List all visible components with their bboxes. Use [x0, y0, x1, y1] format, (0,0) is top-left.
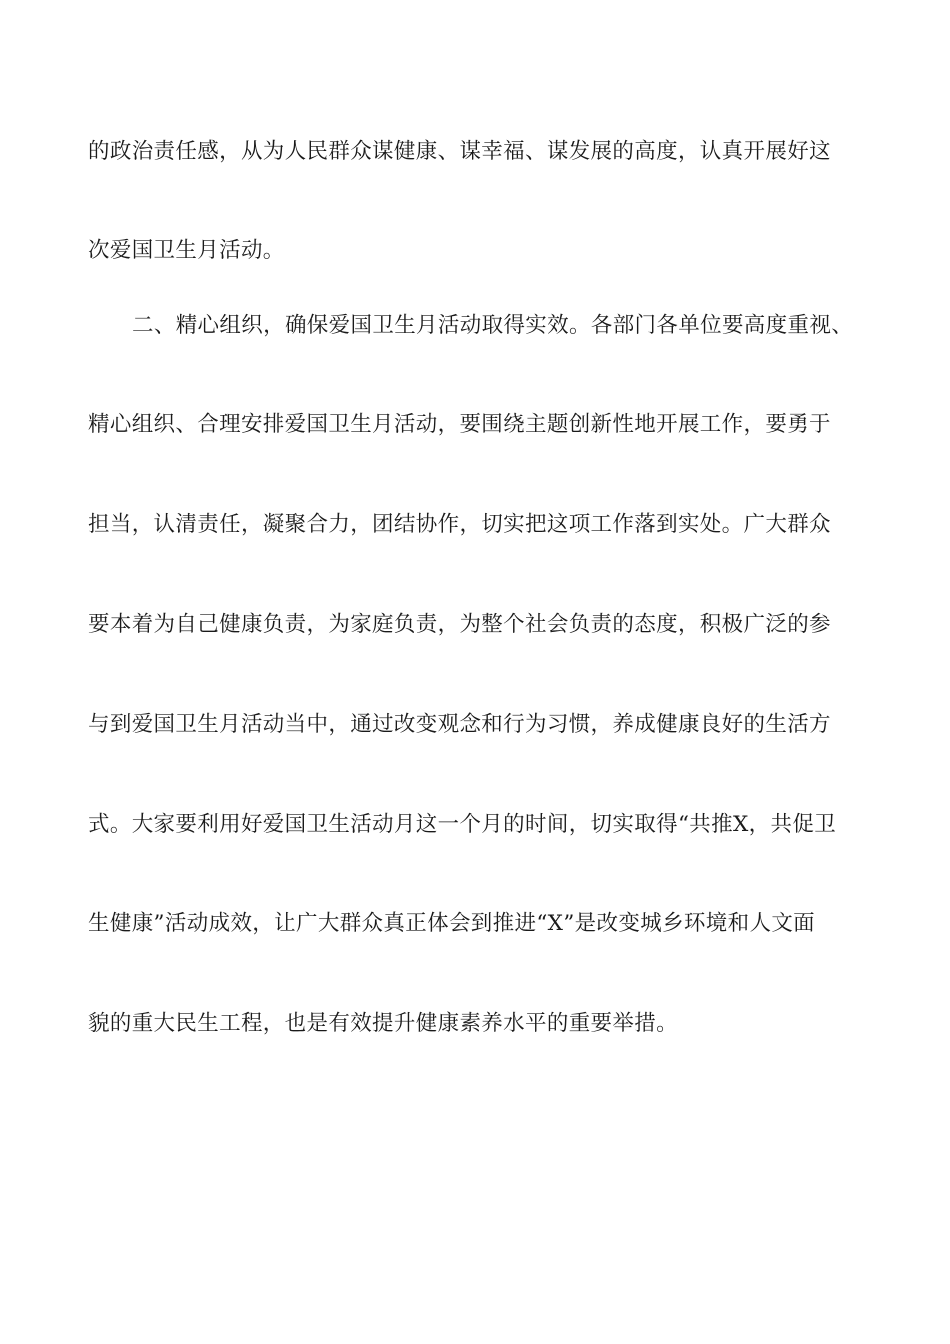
text-line-1: 的政治责任感，从为人民群众谋健康、谋幸福、谋发展的高度，认真开展好这	[88, 139, 831, 164]
text-line-4: 精心组织、合理安排爱国卫生月活动，要围绕主题创新性地开展工作，要勇于	[88, 412, 831, 437]
text-line-9: 生健康”活动成效，让广大群众真正体会到推进“X”是改变城乡环境和人文面	[88, 911, 816, 936]
text-line-5: 担当，认清责任，凝聚合力，团结协作，切实把这项工作落到实处。广大群众	[88, 512, 831, 537]
text-line-10: 貌的重大民生工程，也是有效提升健康素养水平的重要举措。	[88, 1011, 678, 1036]
text-line-2: 次爱国卫生月活动。	[88, 238, 285, 263]
section-heading-line: 二、精心组织，确保爱国卫生月活动取得实效。各部门各单位要高度重视、	[132, 313, 854, 338]
text-line-7: 与到爱国卫生月活动当中，通过改变观念和行为习惯，养成健康良好的生活方	[88, 712, 831, 737]
text-line-6: 要本着为自己健康负责，为家庭负责，为整个社会负责的态度，积极广泛的参	[88, 612, 831, 637]
text-line-8: 式。大家要利用好爱国卫生活动月这一个月的时间，切实取得“共推X，共促卫	[88, 812, 837, 837]
